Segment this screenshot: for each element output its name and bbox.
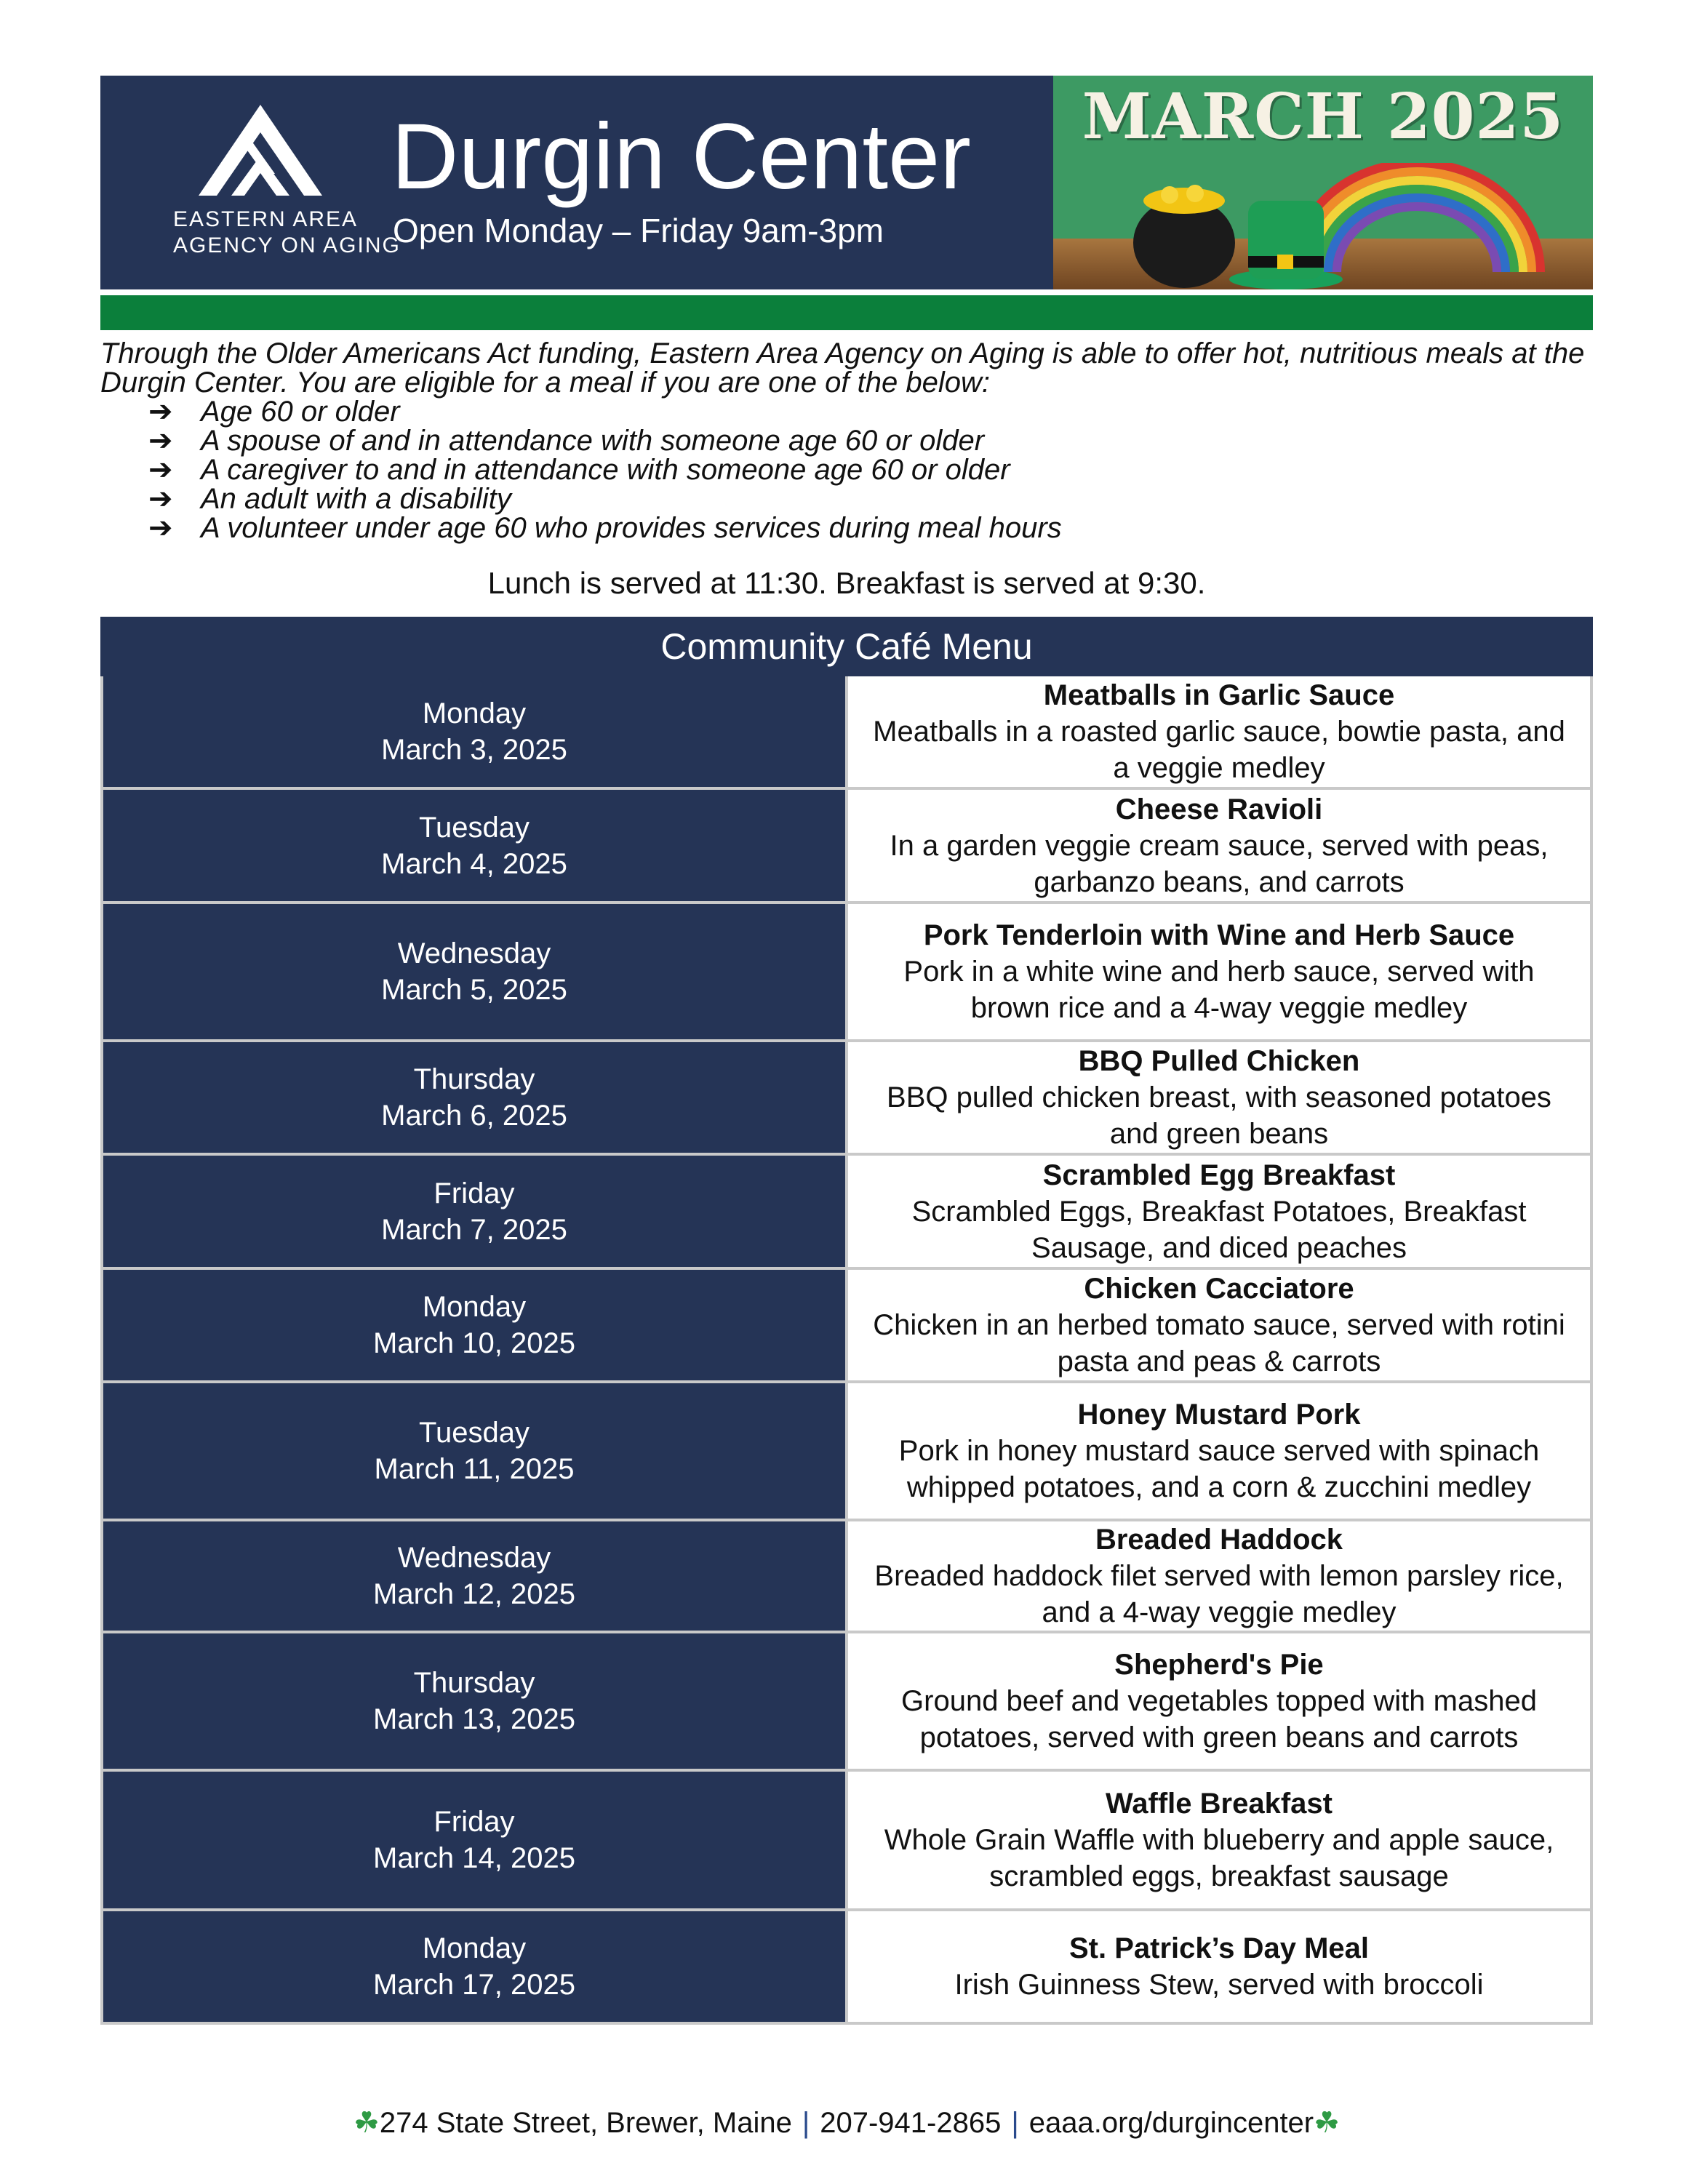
meal-name: Waffle Breakfast: [1106, 1788, 1333, 1820]
meal-name: BBQ Pulled Chicken: [1078, 1045, 1360, 1077]
meal-name: Cheese Ravioli: [1115, 793, 1323, 825]
day-name: Monday: [422, 1932, 527, 1964]
meal-description: Scrambled Eggs, Breakfast Potatoes, Breakfast Sausage, and diced peaches: [911, 1195, 1527, 1264]
meal-cell: [847, 788, 1591, 903]
table-row: [102, 1632, 1591, 1770]
meal-description: Breaded haddock filet served with lemon parsley rice, and a 4-way veggie medley: [874, 1560, 1564, 1628]
separator: |: [1011, 2107, 1019, 2139]
meal-name: St. Patrick’s Day Meal: [1068, 1932, 1370, 1964]
day-name: Thursday: [413, 1667, 535, 1699]
agency-logo: [173, 97, 401, 287]
meal-cell: [847, 1770, 1591, 1910]
day-name: Friday: [434, 1177, 515, 1209]
date-cell: [102, 1770, 847, 1910]
shamrock-icon: ☘: [353, 2107, 380, 2139]
menu-table: [100, 617, 1593, 2025]
eligibility-section: [100, 339, 1599, 543]
date-cell: [102, 903, 847, 1041]
date-cell: [102, 788, 847, 903]
eligibility-item: [148, 397, 1599, 426]
meal-name: Meatballs in Garlic Sauce: [1043, 679, 1395, 711]
date-text: March 11, 2025: [374, 1453, 575, 1485]
table-row: [102, 1910, 1591, 2023]
table-row: [102, 1154, 1591, 1268]
eligibility-item-text: A caregiver to and in attendance with someone age 60 or older: [201, 454, 1010, 486]
green-divider-bar: [100, 295, 1593, 330]
eligibility-item-text: A spouse of and in attendance with someone age 60 or older: [201, 425, 985, 457]
shamrock-icon: ☘: [1314, 2107, 1340, 2139]
meal-cell: [847, 1382, 1591, 1520]
meal-description: Meatballs in a roasted garlic sauce, bowtie pasta, and a veggie medley: [873, 716, 1565, 784]
date-text: March 12, 2025: [373, 1578, 575, 1610]
menu-header-row: [102, 618, 1591, 675]
meal-cell: [847, 1632, 1591, 1770]
meal-cell: [847, 1154, 1591, 1268]
address-text: 274 State Street, Brewer, Maine: [379, 2107, 792, 2139]
date-cell: [102, 675, 847, 788]
eligibility-item: [148, 513, 1599, 543]
meal-cell: [847, 1910, 1591, 2023]
meal-description: Pork in honey mustard sauce served with spinach whipped potatoes, and a corn & zucchini medley: [898, 1435, 1540, 1503]
eligibility-item-text: A volunteer under age 60 who provides services during meal hours: [201, 512, 1062, 544]
table-row: [102, 1520, 1591, 1632]
date-cell: [102, 1041, 847, 1154]
st-patricks-photo: [1053, 163, 1593, 289]
meal-description: BBQ pulled chicken breast, with seasoned potatoes and green beans: [887, 1081, 1551, 1150]
date-text: March 17, 2025: [373, 1969, 575, 2001]
table-row: [102, 788, 1591, 903]
meal-description: Irish Guinness Stew, served with broccoli: [954, 1969, 1484, 2001]
eligibility-item: [148, 484, 1599, 513]
meal-cell: [847, 903, 1591, 1041]
date-text: March 7, 2025: [381, 1213, 567, 1246]
month-title: MARCH 2025: [1082, 80, 1565, 153]
day-name: Wednesday: [397, 937, 551, 969]
month-banner: [1053, 76, 1593, 289]
meal-cell: [847, 675, 1591, 788]
date-text: March 5, 2025: [381, 974, 567, 1006]
meal-description: Ground beef and vegetables topped with mashed potatoes, served with green beans and carrots: [901, 1685, 1537, 1753]
date-text: March 14, 2025: [373, 1842, 575, 1874]
meal-cell: [847, 1520, 1591, 1632]
table-row: [102, 1770, 1591, 1910]
date-text: March 3, 2025: [381, 734, 567, 766]
day-name: Tuesday: [419, 1417, 530, 1449]
date-text: March 6, 2025: [381, 1100, 567, 1132]
meal-cell: [847, 1268, 1591, 1382]
date-cell: [102, 1382, 847, 1520]
pot-of-gold-icon: [1133, 185, 1235, 288]
meal-name: Breaded Haddock: [1095, 1524, 1343, 1556]
eligibility-paragraph: Through the Older Americans Act funding, Eastern Area Agency on Aging is able to offer hot, nutritious meals at the Durgin Center. You are eligible for a meal if you are one of the below:: [100, 337, 1585, 399]
meal-name: Pork Tenderloin with Wine and Herb Sauce: [923, 919, 1515, 951]
eligibility-item: [148, 455, 1599, 484]
day-name: Friday: [434, 1806, 515, 1838]
date-cell: [102, 1268, 847, 1382]
date-cell: [102, 1632, 847, 1770]
table-row: [102, 1041, 1591, 1154]
date-cell: [102, 1154, 847, 1268]
right-arrow-icon: ➔: [148, 396, 173, 428]
meal-description: Chicken in an herbed tomato sauce, served with rotini pasta and peas & carrots: [873, 1309, 1565, 1377]
logo-text-line-2: AGENCY ON AGING: [173, 233, 401, 257]
website-link[interactable]: eaaa.org/durgincenter: [1028, 2107, 1314, 2139]
right-arrow-icon: ➔: [148, 483, 173, 515]
meal-name: Scrambled Egg Breakfast: [1042, 1159, 1396, 1191]
meal-description: In a garden veggie cream sauce, served with peas, garbanzo beans, and carrots: [890, 829, 1549, 898]
date-text: March 4, 2025: [381, 847, 567, 880]
separator: |: [802, 2107, 810, 2139]
phone-number: 207-941-2865: [820, 2107, 1002, 2139]
day-name: Tuesday: [419, 811, 530, 844]
day-name: Thursday: [413, 1063, 535, 1095]
right-arrow-icon: ➔: [148, 454, 173, 486]
date-cell: [102, 1520, 847, 1632]
header-banner: [100, 76, 1053, 289]
meal-description: Pork in a white wine and herb sauce, served with brown rice and a 4-way veggie medley: [903, 956, 1535, 1024]
eligibility-item-text: An adult with a disability: [201, 483, 511, 515]
mountain-logo-icon: [188, 97, 333, 207]
table-row: [102, 1382, 1591, 1520]
day-name: Monday: [422, 1291, 527, 1323]
day-name: Monday: [422, 697, 527, 729]
eligibility-list: [100, 397, 1599, 543]
logo-text-line-1: EASTERN AREA: [173, 207, 359, 231]
meal-cell: [847, 1041, 1591, 1154]
meal-name: Shepherd's Pie: [1114, 1649, 1324, 1681]
menu-title: Community Café Menu: [102, 618, 1591, 675]
right-arrow-icon: ➔: [148, 512, 173, 544]
date-cell: [102, 1910, 847, 2023]
opening-hours: Open Monday – Friday 9am-3pm: [393, 212, 884, 249]
footer-contact: [100, 2106, 1593, 2140]
right-arrow-icon: ➔: [148, 425, 173, 457]
eligibility-item: [148, 426, 1599, 455]
page-title: Durgin Center: [391, 105, 971, 209]
eligibility-item-text: Age 60 or older: [201, 396, 400, 428]
meal-description: Whole Grain Waffle with blueberry and apple sauce, scrambled eggs, breakfast sausage: [884, 1824, 1554, 1892]
table-row: [102, 903, 1591, 1041]
date-text: March 13, 2025: [373, 1703, 575, 1735]
meal-name: Honey Mustard Pork: [1077, 1399, 1361, 1431]
serving-times: Lunch is served at 11:30. Breakfast is served at 9:30.: [487, 566, 1206, 600]
meal-name: Chicken Cacciatore: [1084, 1273, 1354, 1305]
table-row: [102, 675, 1591, 788]
table-row: [102, 1268, 1591, 1382]
day-name: Wednesday: [397, 1542, 551, 1574]
date-text: March 10, 2025: [373, 1327, 575, 1359]
